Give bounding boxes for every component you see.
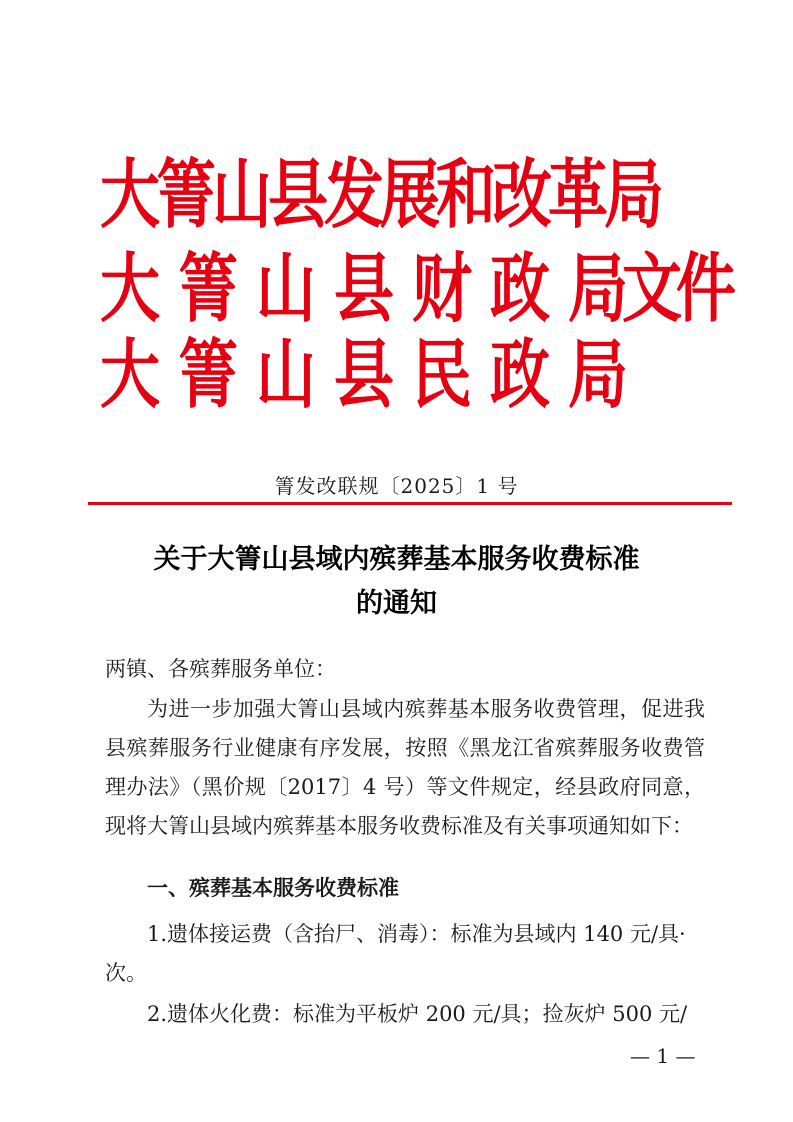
header-char: 县 — [268, 151, 330, 240]
fee-item-2: 2.遗体火化费：标准为平板炉 200 元/具；捡灰炉 500 元/ — [147, 1002, 688, 1026]
document-number: 箐发改联规〔2025〕1 号 — [274, 474, 519, 498]
issuer-header-line-1 — [100, 151, 666, 240]
header-char: 改 — [492, 151, 554, 240]
header-char: 局 — [604, 151, 666, 240]
header-char: 县 — [334, 245, 394, 334]
header-char: 箐 — [178, 245, 238, 334]
section-heading: 一、殡葬基本服务收费标准 — [147, 876, 399, 900]
header-char: 大 — [100, 245, 160, 334]
intro-paragraph: 为进一步加强大箐山县域内殡葬基本服务收费管理，促进我县殡葬服务行业健康有序发展，按照《黑龙江省殡葬服务收费管理办法》（黑价规〔2017〕4 号）等文件规定，经县政府同意，现将大箐山县域内殡葬基本服务收费标准及有关事项通知如下： — [105, 697, 705, 838]
header-char: 政 — [490, 331, 550, 420]
header-char: 件 — [676, 245, 736, 334]
header-char: 发 — [324, 151, 386, 240]
header-char: 展 — [380, 151, 442, 240]
title-line-1: 关于大箐山县域内殡葬基本服务收费标准 — [153, 544, 640, 575]
header-char: 局 — [568, 245, 628, 334]
header-char: 箐 — [178, 331, 238, 420]
title-line-2: 的通知 — [356, 588, 437, 619]
red-divider-line — [88, 502, 732, 505]
header-char: 政 — [490, 245, 550, 334]
header-char: 山 — [256, 245, 316, 334]
issuer-header-line-3 — [100, 331, 646, 420]
issuer-header-line-2 — [100, 245, 736, 334]
header-char: 大 — [100, 331, 160, 420]
header-char: 文 — [622, 245, 682, 334]
header-char: 财 — [412, 245, 472, 334]
fee-item-1: 1.遗体接运费（含抬尸、消毒）：标准为县域内 140 元/具·次。 — [105, 922, 686, 985]
header-char: 和 — [436, 151, 498, 240]
header-char: 山 — [212, 151, 274, 240]
page-number: — 1 — — [630, 1044, 696, 1068]
header-char: 局 — [568, 331, 628, 420]
salutation: 两镇、各殡葬服务单位： — [105, 657, 336, 681]
header-char: 革 — [548, 151, 610, 240]
header-char: 山 — [256, 331, 316, 420]
header-char: 县 — [334, 331, 394, 420]
header-char: 箐 — [156, 151, 218, 240]
header-char: 大 — [100, 151, 162, 240]
document-title — [0, 538, 793, 626]
header-char: 民 — [412, 331, 472, 420]
